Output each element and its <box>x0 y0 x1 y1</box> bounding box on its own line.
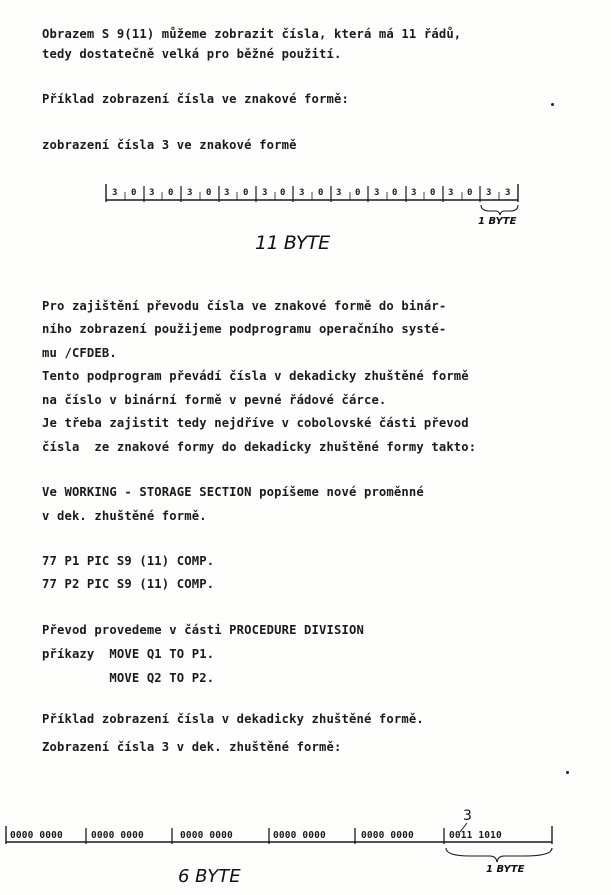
text-line: ního zobrazení použijeme podprogramu operačního systé- <box>42 322 447 336</box>
zoned-cell: 3 <box>411 188 417 198</box>
packed-cell: 0000 0000 <box>361 830 414 841</box>
text-line: Obrazem S 9(11) můžeme zobrazit čísla, která má 11 řádů, <box>42 27 462 41</box>
zoned-cell: 0 <box>280 188 286 198</box>
text-line: Pro zajištění převodu čísla ve znakové formě do binár- <box>42 299 447 313</box>
zoned-cell: 0 <box>131 188 137 198</box>
text-line: zobrazení čísla 3 ve znakové formě <box>42 138 297 152</box>
text-line: na číslo v binární formě v pevné řádové čárce. <box>42 393 387 407</box>
zoned-cell: 3 <box>224 188 230 198</box>
text-line: Ve WORKING - STORAGE SECTION popíšeme nové proměnné <box>42 485 424 499</box>
packed-size-caption: 6 BYTE <box>178 866 241 887</box>
zoned-cell: 3 <box>149 188 155 198</box>
zoned-cell: 3 <box>448 188 454 198</box>
zoned-cell: 0 <box>467 188 473 198</box>
text-line: čísla ze znakové formy do dekadicky zhuštěné formy takto: <box>42 440 477 454</box>
text-line: Příklad zobrazení čísla v dekadicky zhuštěné formě. <box>42 712 424 726</box>
zoned-byte-label: 1 BYTE <box>478 216 517 227</box>
code-line: MOVE Q2 TO P2. <box>42 671 215 685</box>
packed-digit-mark: 3 <box>463 808 472 824</box>
zoned-cell: 0 <box>206 188 212 198</box>
text-line: Tento podprogram převádí čísla v dekadicky zhuštěné formě <box>42 369 469 383</box>
packed-cell: 0000 0000 <box>91 830 144 841</box>
packed-cell: 0000 0000 <box>10 830 63 841</box>
zoned-cell: 0 <box>355 188 361 198</box>
code-line: 77 P2 PIC S9 (11) COMP. <box>42 577 215 591</box>
zoned-cell: 0 <box>318 188 324 198</box>
zoned-cell: 3 <box>187 188 193 198</box>
zoned-cell: 3 <box>262 188 268 198</box>
zoned-cell: 3 <box>336 188 342 198</box>
zoned-size-caption: 11 BYTE <box>255 232 330 254</box>
zoned-cell: 3 <box>112 188 118 198</box>
zoned-cell: 3 <box>486 188 492 198</box>
packed-cell: 0011 1010 <box>449 830 502 841</box>
zoned-cell: 0 <box>243 188 249 198</box>
packed-cell: 0000 0000 <box>273 830 326 841</box>
packed-byte-label: 1 BYTE <box>486 864 525 875</box>
text-line: Příklad zobrazení čísla ve znakové formě: <box>42 92 349 106</box>
text-line: mu /CFDEB. <box>42 346 117 360</box>
text-line: tedy dostatečně velká pro běžné použití. <box>42 47 342 61</box>
zoned-cell: 0 <box>168 188 174 198</box>
zoned-cell: 3 <box>374 188 380 198</box>
zoned-cell: 3 <box>505 188 511 198</box>
text-line: v dek. zhuštěné formě. <box>42 509 207 523</box>
code-line: příkazy MOVE Q1 TO P1. <box>42 647 215 661</box>
zoned-cell: 3 <box>299 188 305 198</box>
zoned-cell: 0 <box>430 188 436 198</box>
text-line: Zobrazení čísla 3 v dek. zhuštěné formě: <box>42 740 342 754</box>
packed-cell: 0000 0000 <box>180 830 233 841</box>
text-line: Je třeba zajistit tedy nejdříve v cobolovské části převod <box>42 416 469 430</box>
code-line: 77 P1 PIC S9 (11) COMP. <box>42 554 215 568</box>
text-line: Převod provedeme v části PROCEDURE DIVISION <box>42 623 364 637</box>
zoned-cell: 0 <box>392 188 398 198</box>
